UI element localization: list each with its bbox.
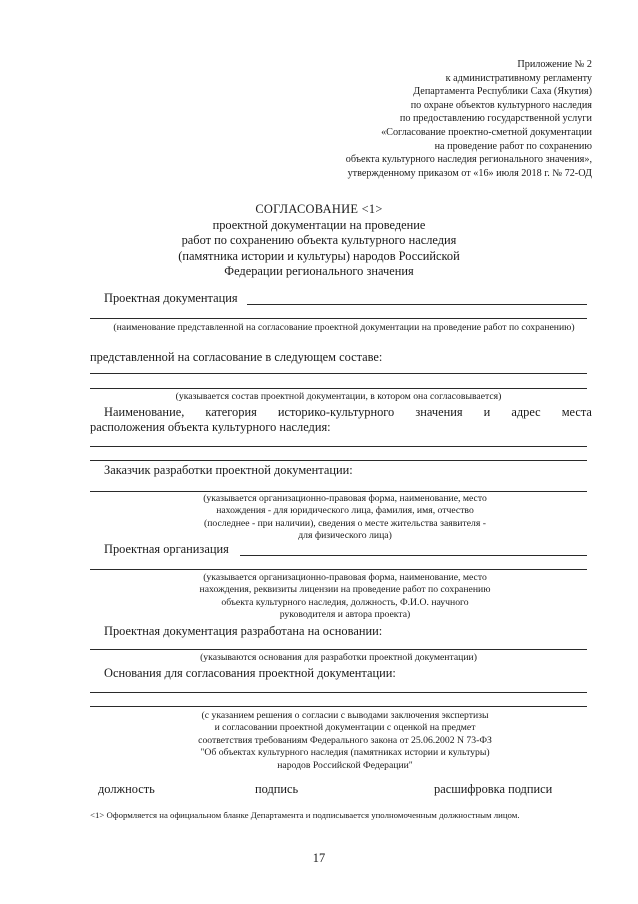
object-word: места <box>561 405 592 419</box>
customer-hint-line: (последнее - при наличии), сведения о месте жительства заявителя - <box>204 517 486 529</box>
project-doc-hint: (наименование представленной на согласование проектной документации на проведение работ по сохранению) <box>113 322 575 333</box>
object-field-1[interactable] <box>90 446 587 447</box>
designer-hint-line: объекта культурного наследия, должность, Ф.И.О. научного <box>221 596 469 608</box>
project-doc-label: Проектная документация <box>104 291 238 305</box>
object-word: и <box>483 405 491 419</box>
customer-hint <box>170 493 520 543</box>
designer-hint <box>165 572 525 622</box>
composition-hint: (указывается состав проектной документации, в котором она согласовывается) <box>175 391 502 402</box>
grounds-hint <box>150 710 540 772</box>
appendix-line: «Согласование проектно-сметной документации <box>381 126 592 138</box>
designer-field-2[interactable] <box>90 569 587 570</box>
object-word: историко-культурного <box>277 405 395 419</box>
appendix-header <box>262 58 592 180</box>
composition-field-2[interactable] <box>90 388 587 389</box>
customer-label: Заказчик разработки проектной документации: <box>104 463 353 477</box>
signature-decoding-label: расшифровка подписи <box>434 782 553 796</box>
designer-hint-line: нахождения, реквизиты лицензии на проведение работ по сохранению <box>199 584 491 596</box>
grounds-field-2[interactable] <box>90 706 587 707</box>
signature-position-label: должность <box>98 782 155 796</box>
customer-hint-line: нахождения - для юридического лица, фамилия, имя, отчество <box>216 505 474 517</box>
appendix-line: Приложение № 2 <box>517 59 592 70</box>
title-line: (памятника истории и культуры) народов Российской <box>178 248 460 263</box>
designer-label: Проектная организация <box>104 542 229 556</box>
grounds-hint-line: народов Российской Федерации" <box>277 759 413 771</box>
basis-label: Проектная документация разработана на основании: <box>104 624 383 638</box>
appendix-line: объекта культурного наследия регионального значения», <box>345 154 592 166</box>
appendix-line: утвержденному приказом от «16» июля 2018 г. № 72-ОД <box>347 167 592 179</box>
signature-sign-label: подпись <box>255 782 299 796</box>
designer-field[interactable] <box>240 555 587 556</box>
object-word: адрес <box>511 405 541 419</box>
appendix-line: Департамента Республики Саха (Якутия) <box>413 86 592 98</box>
project-doc-field[interactable] <box>247 304 587 305</box>
customer-field[interactable] <box>90 491 587 492</box>
grounds-label: Основания для согласования проектной документации: <box>104 666 396 680</box>
appendix-line: по предоставлению государственной услуги <box>399 113 592 125</box>
grounds-hint-line: соответствия требованиям Федерального закона от 25.06.2002 N 73-ФЗ <box>198 734 492 746</box>
object-word: значения <box>415 405 463 419</box>
basis-hint: (указываются основания для разработки проектной документации) <box>200 652 477 663</box>
customer-hint-line: для физического лица) <box>298 530 392 542</box>
page-number: 17 <box>312 851 326 865</box>
grounds-hint-line: "Об объектах культурного наследия (памятниках истории и культуры) <box>200 747 490 759</box>
appendix-line: к административному регламенту <box>445 72 592 84</box>
grounds-hint-line: (с указанием решения о согласии с выводами заключения экспертизы <box>201 710 489 721</box>
grounds-hint-line: и согласовании проектной документации с оценкой на предмет <box>214 722 476 734</box>
appendix-line: по охране объектов культурного наследия <box>410 99 592 111</box>
object-label-line2: расположения объекта культурного наследия: <box>90 420 331 434</box>
composition-field-1[interactable] <box>90 373 587 374</box>
composition-label: представленной на согласование в следующем составе: <box>90 350 383 364</box>
customer-hint-line: (указывается организационно-правовая форма, наименование, место <box>203 493 487 504</box>
designer-hint-line: руководителя и автора проекта) <box>279 609 411 621</box>
grounds-field-1[interactable] <box>90 692 587 693</box>
basis-field[interactable] <box>90 649 587 650</box>
project-doc-field-2[interactable] <box>90 318 587 319</box>
designer-hint-line: (указывается организационно-правовая форма, наименование, место <box>203 572 487 583</box>
object-word: категория <box>205 405 257 419</box>
object-word: Наименование, <box>104 405 185 419</box>
title-line: Федерации регионального значения <box>224 264 414 279</box>
title-heading: СОГЛАСОВАНИЕ <1> <box>255 202 383 216</box>
document-title <box>0 202 638 280</box>
footnote: <1> Оформляется на официальном бланке Департамента и подписывается уполномоченным должностным лицом. <box>90 810 520 820</box>
title-line: работ по сохранению объекта культурного наследия <box>181 233 457 248</box>
object-label <box>104 405 592 420</box>
object-field-2[interactable] <box>90 460 587 461</box>
title-line: проектной документации на проведение <box>212 217 426 232</box>
appendix-line: на проведение работ по сохранению <box>434 140 592 152</box>
